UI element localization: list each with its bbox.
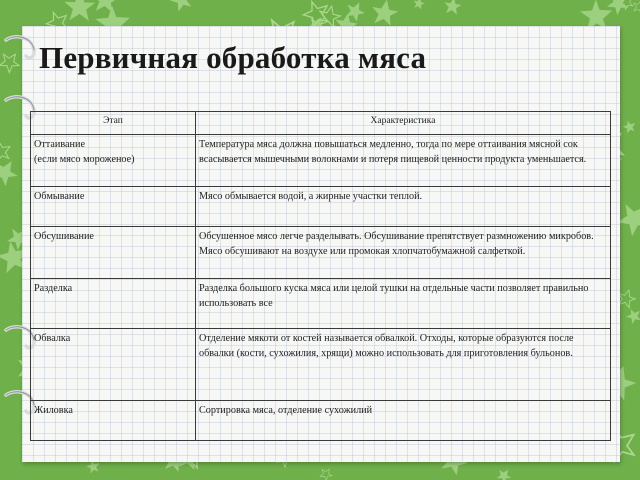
- stage-name: Обсушивание: [34, 231, 94, 242]
- processing-table: [30, 111, 611, 441]
- page-title: Первичная обработка мяса: [39, 40, 427, 75]
- table-row: [31, 135, 611, 187]
- description-cell: Обсушенное мясо легче разделывать. Обсушивание препятствует размножению микробов. Мясо обсушивают на воздухе или промокая хлопчатобумажной салфеткой.: [196, 227, 611, 279]
- description-cell: Разделка большого куска мяса или целой тушки на отдельные части позволяет правильно использовать все: [196, 279, 611, 329]
- stage-cell: [31, 279, 196, 329]
- table-row: [31, 227, 611, 279]
- description-cell: Мясо обмывается водой, а жирные участки теплой.: [196, 187, 611, 227]
- stage-name: Разделка: [34, 283, 73, 294]
- table-row: [31, 329, 611, 401]
- table-row: [31, 187, 611, 227]
- stage-name: Жиловка: [34, 405, 73, 416]
- stage-name: Обмывание: [34, 191, 85, 202]
- table-row: [31, 279, 611, 329]
- table-header-row: [31, 112, 611, 135]
- stage-cell: [31, 187, 196, 227]
- description-cell: Отделение мякоти от костей называется обвалкой. Отходы, которые образуются после обвалки (кости, сухожилия, хрящи) можно использовать для приготовления бульонов.: [196, 329, 611, 401]
- table-row: [31, 401, 611, 441]
- stage-cell: [31, 401, 196, 441]
- column-header-description: Характеристика: [196, 112, 611, 135]
- column-header-stage: Этап: [31, 112, 196, 135]
- stage-name: Оттаивание: [34, 139, 85, 150]
- stage-cell: [31, 135, 196, 187]
- description-cell: Сортировка мяса, отделение сухожилий: [196, 401, 611, 441]
- stage-note: (если мясо мороженое): [34, 154, 135, 165]
- description-cell: Температура мяса должна повышаться медленно, тогда по мере оттаивания мясной сок всасывается мышечными волокнами и потеря пищевой ценности продукта уменьшается.: [196, 135, 611, 187]
- stage-cell: [31, 227, 196, 279]
- stage-name: Обвалка: [34, 333, 71, 344]
- stage-cell: [31, 329, 196, 401]
